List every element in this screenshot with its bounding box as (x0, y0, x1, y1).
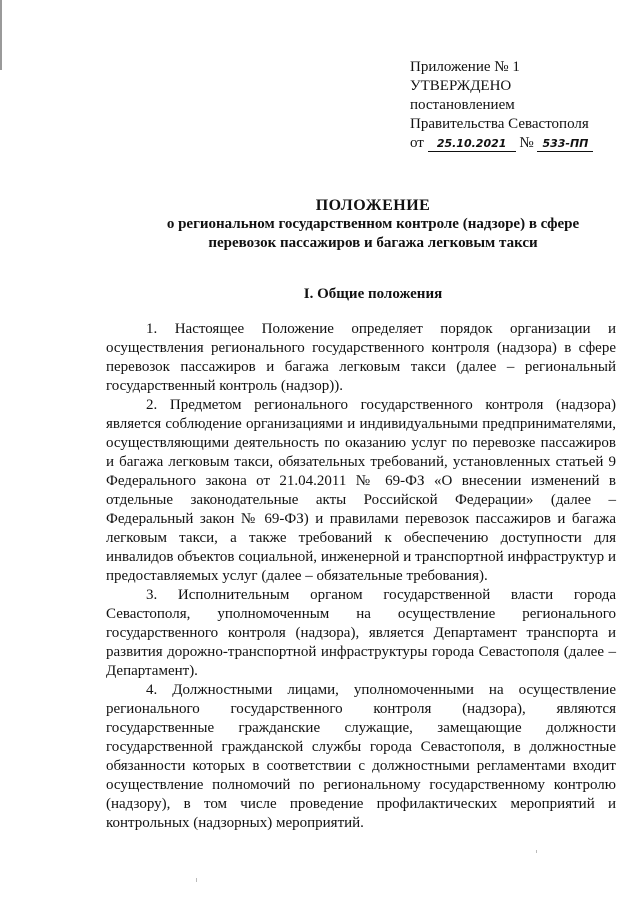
paragraph-2: 2. Предметом регионального государственного контроля (надзора) является соблюдение организациями и индивидуальными предпринимателями, осуществляющими деятельность по оказанию услуг по перевозке пассажиров и багажа легковым такси, обязательных требований, установленных статьей 9 Федерального закона от 21.04.2011 № 69-ФЗ «О внесении изменений в отдельные законодательные акты Российской Федерации» (далее – Федеральный закон № 69-ФЗ) и правилами перевозок пассажиров и багажа легковым такси, а также требований к обеспечению доступности для инвалидов объектов социальной, инженерной и транспортной инфраструктур и предоставляемых услуг (далее – обязательные требования). (106, 397, 616, 584)
paragraph-4: 4. Должностными лицами, уполномоченными на осуществление регионального государственного контроля (надзора), являются государственные гражданские служащие, замещающие должности государственной гражданской службы города Севастополя, в должностные обязанности которых в соответствии с должностными регламентами входит осуществление полномочий по региональному государственному контролю (надзору), в том числе проведение профилактических мероприятий и контрольных (надзорных) мероприятий. (106, 682, 616, 831)
approval-date-line (410, 134, 630, 153)
approval-authority: Правительства Севастополя (410, 116, 589, 132)
scan-speck (536, 850, 537, 853)
approved-by: постановлением (410, 97, 515, 113)
number-prefix: № (519, 135, 534, 151)
paragraph-3: 3. Исполнительным органом государственной власти города Севастополя, уполномоченным на осуществление регионального государственного контроля (надзора), является Департамент транспорта и развития дорожно-транспортной инфраструктуры города Севастополя (далее – Департамент). (106, 587, 616, 679)
section-title: I. Общие положения (303, 286, 443, 302)
scan-edge-mark (0, 0, 2, 70)
date-prefix: от (410, 135, 424, 151)
title-main: ПОЛОЖЕНИЕ (315, 197, 431, 214)
title-line-2: перевозок пассажиров и багажа легковым такси (208, 235, 538, 251)
scan-speck (196, 878, 197, 882)
handwritten-number: 533-ПП (537, 137, 593, 152)
title-line-1: о региональном государственном контроле (надзоре) в сфере (166, 216, 580, 232)
paragraph-1: 1. Настоящее Положение определяет порядок организации и осуществления регионального государственного контроля (надзора) в сфере перевозок пассажиров и багажа легковым такси (далее – региональный государственный контроль (надзор)). (106, 321, 616, 394)
document-body (106, 320, 616, 833)
document-title (108, 196, 638, 253)
handwritten-date: 25.10.2021 (428, 137, 516, 152)
appendix-label: Приложение № 1 (410, 59, 520, 75)
approved-label: УТВЕРЖДЕНО (410, 78, 512, 94)
approval-block (410, 58, 630, 153)
